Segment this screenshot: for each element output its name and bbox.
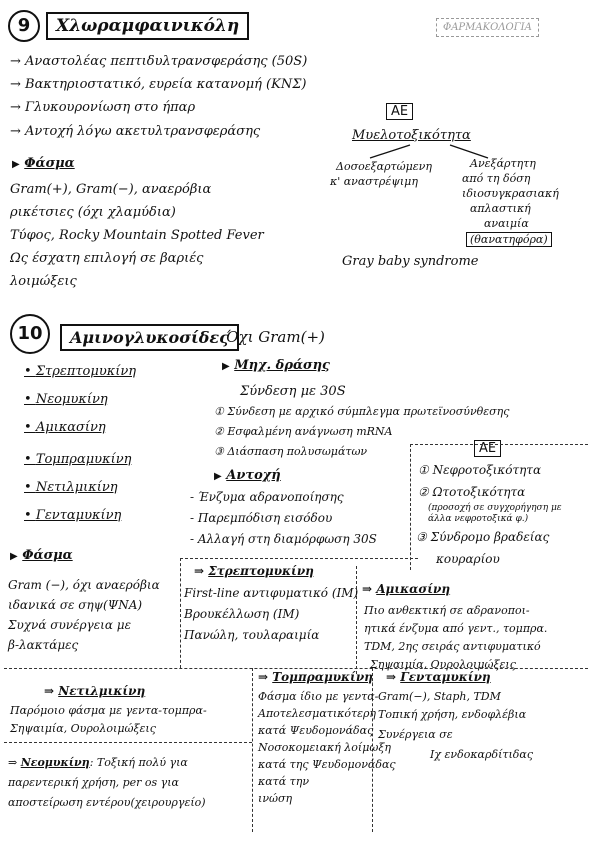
divider — [180, 558, 418, 559]
section-9-title: Χλωραμφαινικόλη — [46, 12, 249, 40]
section-9-line-4: → Αντοχή λόγω ακετυλτρανσφεράσης — [10, 124, 261, 139]
divider — [410, 444, 411, 570]
gentamicin-line-3: Συνέργεια σε — [378, 728, 453, 741]
tobramycin-line-4: Νοσοκομειακή λοίμωξη — [258, 741, 391, 754]
mechanism-heading: ▶ Μηχ. δράσης — [222, 358, 330, 373]
section-9-spectrum-line-4: Ως έσχατη επιλογή σε βαριές — [10, 251, 204, 266]
section-10-ae-item-2: ② Ωτοτοξικότητα — [418, 485, 526, 499]
gentamicin-line-4: Ιχ ενδοκαρδίτιδας — [430, 748, 533, 761]
section-10-spectrum-line-4: β-λακτάμες — [8, 638, 79, 652]
section-10-ae-caution: (προσοχή σε συγχορήγηση με άλλα νεφροτοξικά φ.) — [428, 503, 562, 524]
drug-list-item: • Στρεπτομυκίνη — [24, 364, 137, 379]
gentamicin-line-1: Gram(−), Staph, TDM — [378, 690, 501, 703]
section-9-spectrum-line-3: Τύφος, Rocky Mountain Spotted Fever — [10, 228, 264, 243]
amikacin-heading: ⇒ Αμικασίνη — [362, 582, 451, 596]
section-9-line-2: → Βακτηριοστατικό, ευρεία κατανομή (ΚΝΣ) — [10, 77, 307, 92]
section-9-ae-branches — [0, 0, 10, 10]
amikacin-line-4: Σηψαιμία, Ουρολοιμώξεις — [370, 658, 516, 671]
amikacin-line-2: ητικά ένζυμα από γεντ., τομπρα. — [364, 622, 548, 635]
streptomycin-line-3: Πανώλη, τουλαραιμία — [184, 628, 320, 642]
mechanism-sub: Σύνδεση με 30S — [240, 384, 346, 399]
drug-list-item: • Αμικασίνη — [24, 420, 106, 435]
resistance-item-1: - Ένζυμα αδρανοποίησης — [190, 490, 344, 504]
streptomycin-line-2: Βρουκέλλωση (ΙΜ) — [184, 607, 300, 621]
section-9-number: 9 — [8, 10, 40, 42]
section-9-ae-right-2: από τη δόση — [462, 172, 531, 185]
mechanism-item-3: ③ Διάσπαση πολυσωμάτων — [214, 445, 368, 458]
section-9-ae-right-1: Ανεξάρτητη — [470, 157, 536, 170]
triangle-bullet-icon: ▶ — [214, 471, 222, 482]
triangle-bullet-icon: ▶ — [10, 551, 18, 562]
divider — [356, 566, 357, 674]
divider — [4, 742, 252, 743]
section-9-ae-left-2: κ' αναστρέψιμη — [330, 175, 418, 188]
resistance-item-3: - Αλλαγή στη διαμόρφωση 30S — [190, 532, 377, 546]
section-9-spectrum-heading: ▶ Φάσμα — [12, 156, 75, 171]
divider — [410, 444, 588, 445]
section-9-spectrum-line-2: ρικέτσιες (όχι χλαμύδια) — [10, 205, 176, 220]
section-10-spectrum-line-3: Συχνά συνέργεια με — [8, 618, 132, 632]
gentamicin-line-2: Τοπική χρήση, ενδοφλέβια — [378, 708, 527, 721]
drug-list-item: • Τομπραμυκίνη — [24, 452, 132, 467]
netilmicin-line-1: Παρόμοιο φάσμα με γεντα-τομπρα- — [10, 704, 207, 717]
neomycin-line-2: παρεντερική χρήση, per os για — [8, 776, 179, 789]
section-10-ae-item-1: ① Νεφροτοξικότητα — [418, 463, 542, 477]
tobramycin-line-7: ινώση — [258, 792, 293, 805]
amikacin-line-1: Πιο ανθεκτική σε αδρανοποι- — [364, 604, 530, 617]
section-9-line-3: → Γλυκουρονίωση στο ήπαρ — [10, 100, 196, 115]
drug-list-item: • Γενταμυκίνη — [24, 508, 122, 523]
section-9-line-1: → Αναστολέας πεπτιδυλτρανσφεράσης (50S) — [10, 54, 308, 69]
section-10-number: 10 — [10, 314, 50, 354]
tobramycin-line-1: Φάσμα ίδιο με γεντα- — [258, 690, 379, 703]
streptomycin-heading: ⇒ Στρεπτομυκίνη — [194, 564, 314, 578]
mechanism-item-1: ① Σύνδεση με αρχικό σύμπλεγμα πρωτεϊνοσύνθεσης — [214, 405, 510, 418]
tobramycin-heading: ⇒ Τομπραμυκίνη — [258, 670, 373, 684]
tobramycin-line-2: Αποτελεσματικότερη — [258, 707, 377, 720]
gentamicin-heading: ⇒ Γενταμυκίνη — [386, 670, 491, 684]
section-9-ae-label: ΑΕ — [386, 103, 413, 120]
section-10-ae-item-3: ③ Σύνδρομο βραδείας — [416, 530, 550, 544]
section-9-ae-right-5: αναιμία — [484, 217, 529, 230]
divider — [180, 558, 181, 668]
resistance-heading: ▶ Αντοχή — [214, 468, 281, 483]
section-10-spectrum-line-1: Gram (−), όχι αναερόβια — [8, 578, 160, 592]
amikacin-line-3: TDM, 2ης σειράς αντιφυματικό — [364, 640, 541, 653]
neomycin-first-line: ⇒ Νεομυκίνη: Τοξική πολύ για — [8, 756, 188, 769]
faded-stamp: ΦΑΡΜΑΚΟΛΟΓΙΑ — [436, 18, 539, 37]
section-10-ae-label: ΑΕ — [474, 440, 501, 457]
section-9-ae-right-4: απλαστική — [470, 202, 531, 215]
section-10-spectrum-line-2: ιδανικά σε σηψ(ΨΝΑ) — [8, 598, 143, 612]
netilmicin-line-2: Σηψαιμία, Ουρολοιμώξεις — [10, 722, 156, 735]
tobramycin-line-6: κατά την — [258, 775, 310, 788]
section-9-ae-right-3: ιδιοσυγκρασιακή — [462, 187, 559, 200]
netilmicin-heading: ⇒ Νετιλμικίνη — [44, 684, 146, 698]
section-10-ae-tail: κουραρίου — [436, 552, 500, 566]
resistance-item-2: - Παρεμπόδιση εισόδου — [190, 511, 333, 525]
triangle-bullet-icon: ▶ — [12, 159, 20, 170]
tobramycin-line-3: κατά Ψευδομονάδας — [258, 724, 374, 737]
mechanism-item-2: ② Εσφαλμένη ανάγνωση mRNA — [214, 425, 393, 438]
section-9-spectrum-line-1: Gram(+), Gram(−), αναερόβια — [10, 182, 212, 197]
section-9-ae-right-6: (θανατηφόρα) — [466, 232, 552, 247]
section-9-spectrum-line-5: λοιμώξεις — [10, 274, 77, 289]
tobramycin-line-5: κατά της Ψευδομονάδας — [258, 758, 396, 771]
streptomycin-line-1: First-line αντιφυματικό (ΙΜ) — [184, 586, 359, 600]
divider — [252, 668, 253, 832]
drug-list-item: • Νετιλμικίνη — [24, 480, 118, 495]
triangle-bullet-icon: ▶ — [222, 361, 230, 372]
section-10-note: Όχι Gram(+) — [226, 328, 325, 346]
section-9-ae-left-1: Δοσοεξαρτώμενη — [336, 160, 432, 173]
section-10-spectrum-heading: ▶ Φάσμα — [10, 548, 73, 563]
section-10-title: Αμινογλυκοσίδες — [60, 324, 239, 351]
section-9-ae-heading: Μυελοτοξικότητα — [352, 128, 471, 143]
neomycin-line-3: αποστείρωση εντέρου(χειρουργείο) — [8, 796, 206, 809]
drug-list-item: • Νεομυκίνη — [24, 392, 108, 407]
section-9-ae-footer: Gray baby syndrome — [342, 254, 479, 269]
